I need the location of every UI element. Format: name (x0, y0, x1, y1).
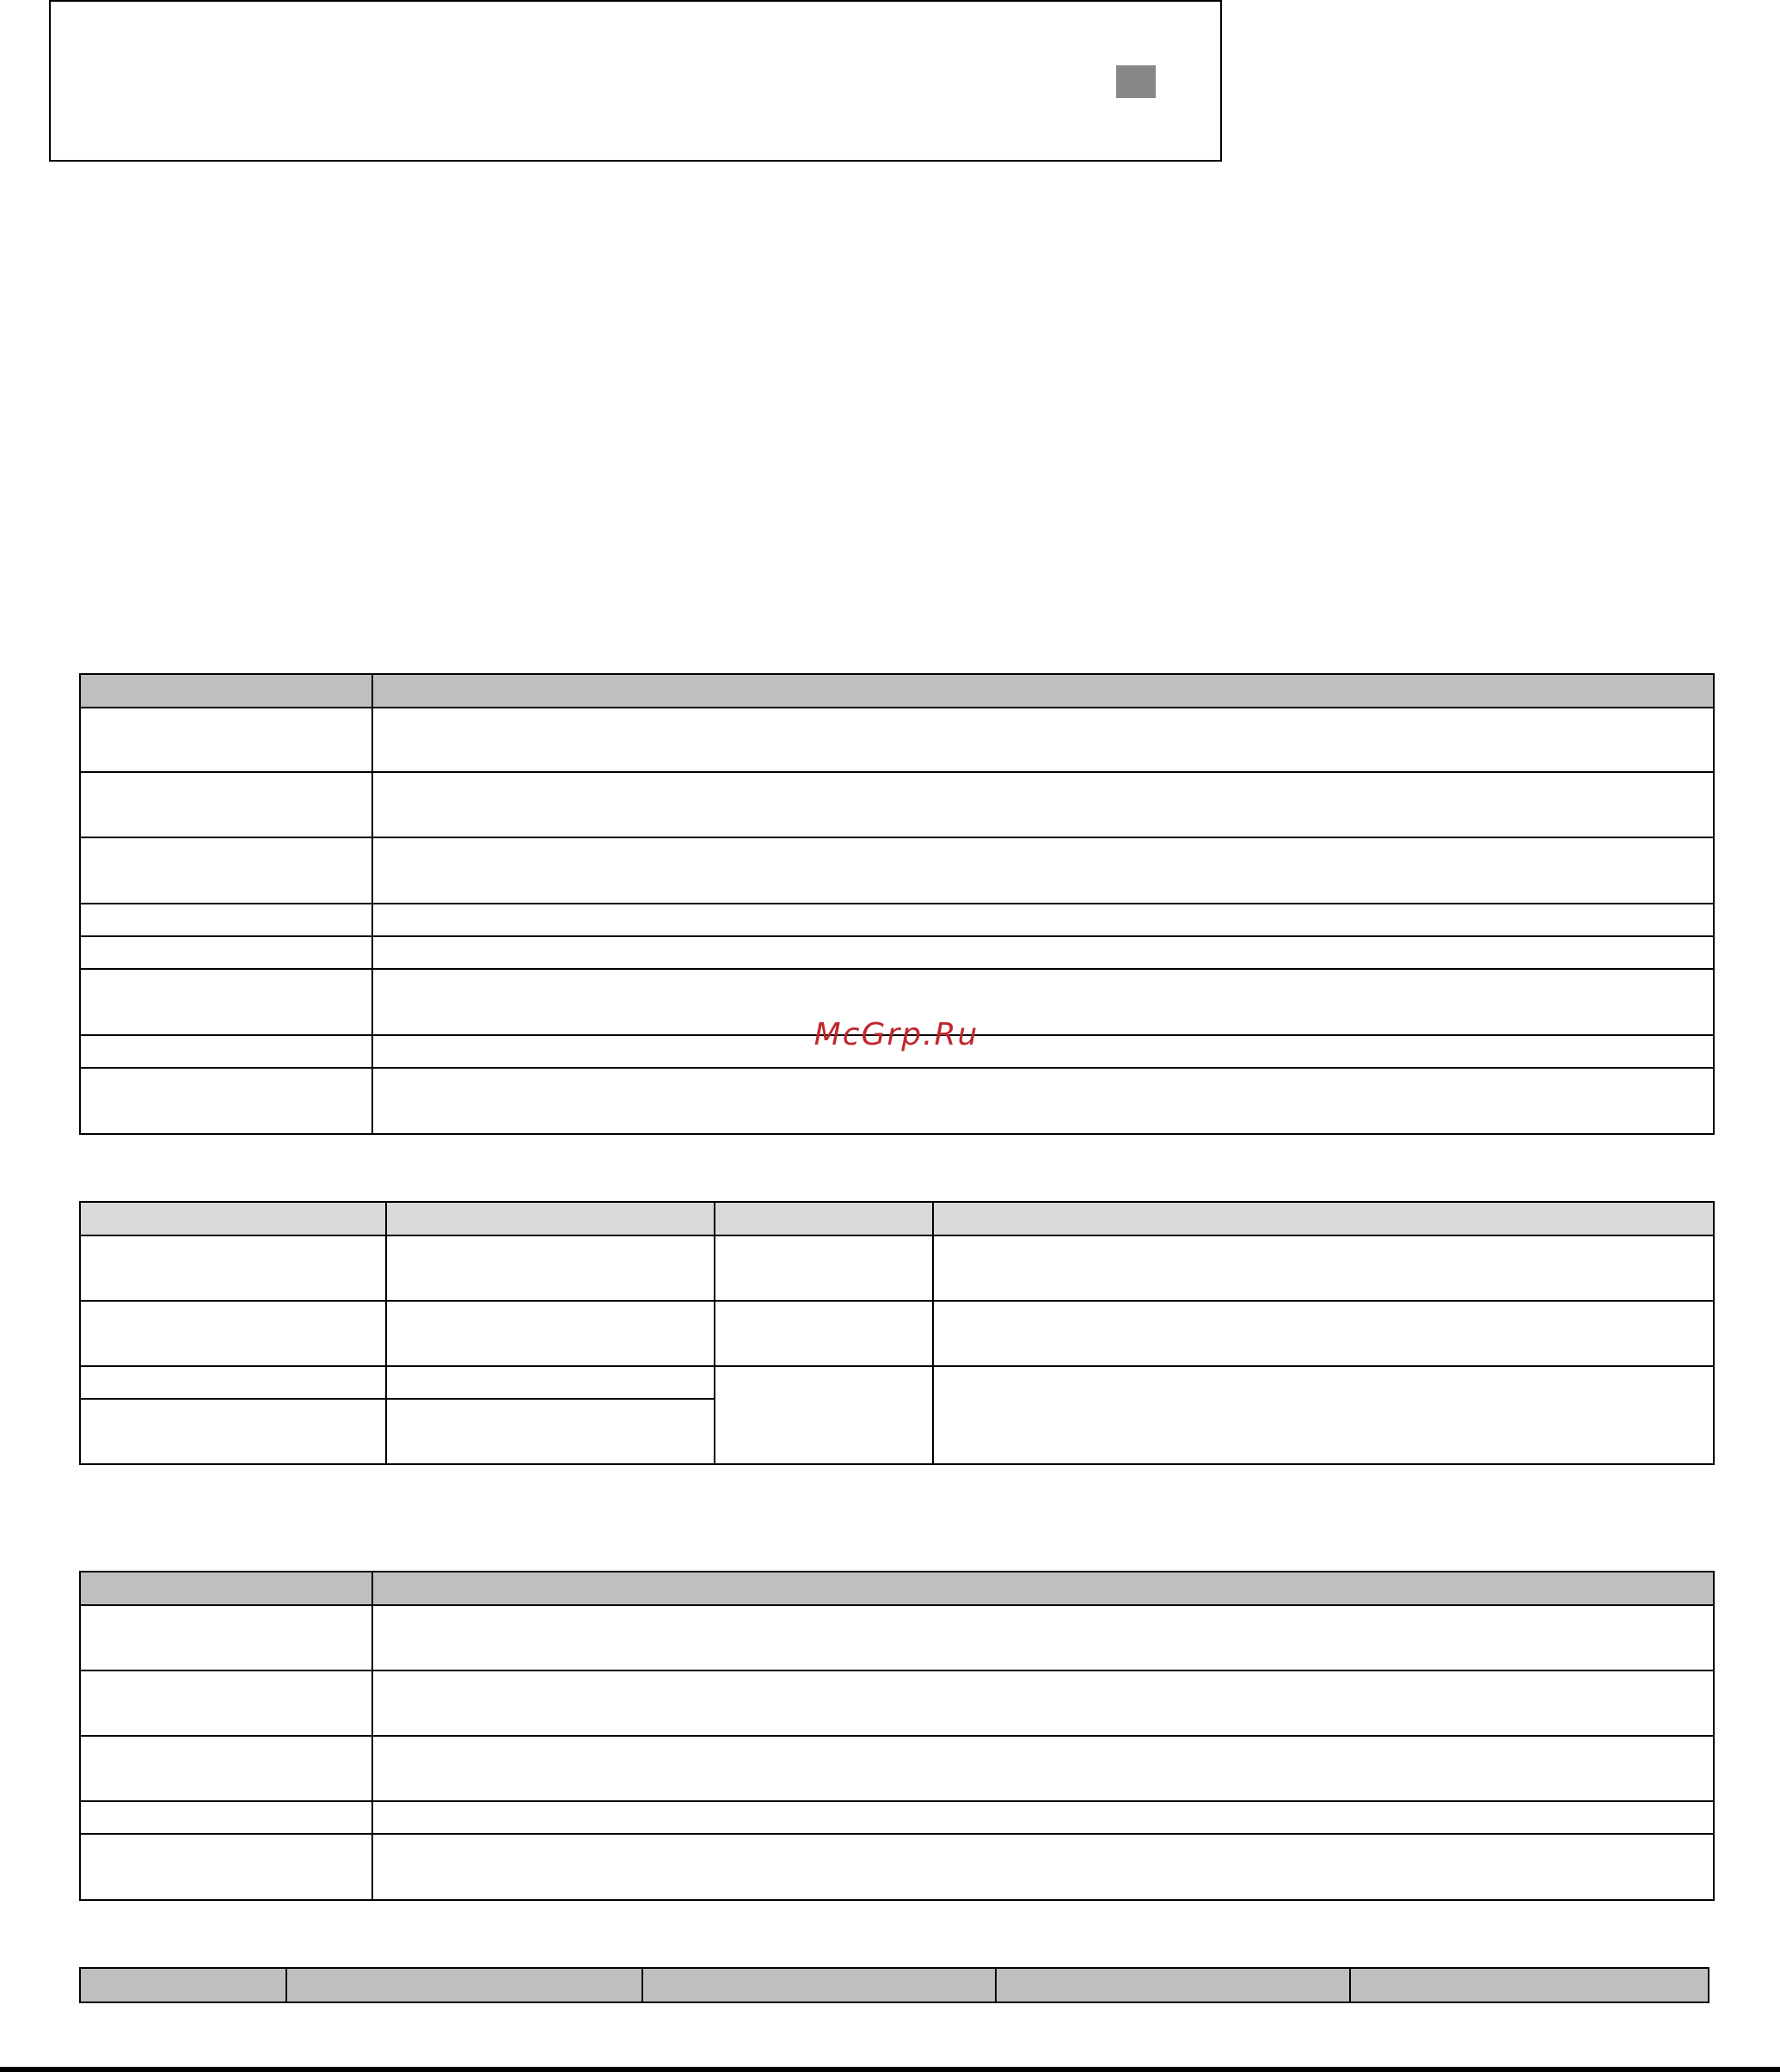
table-cell (80, 1801, 372, 1834)
table-cell-merged (715, 1366, 933, 1464)
table-cell (80, 1670, 372, 1736)
header-cell (933, 1202, 1714, 1235)
table-row (80, 1670, 1714, 1736)
table-cell (80, 1068, 372, 1134)
table-cell (372, 1670, 1714, 1736)
watermark-text: McGrp.Ru (813, 1017, 979, 1052)
table-cell (372, 936, 1714, 969)
table-cell (80, 772, 372, 837)
table-cell (80, 837, 372, 904)
table-header-row (80, 1572, 1714, 1605)
table-cell (386, 1366, 715, 1399)
table-header-row (80, 674, 1714, 708)
header-cell (80, 674, 372, 708)
table-4 (79, 1967, 1709, 2003)
table-cell (933, 1301, 1714, 1366)
table-row (80, 1301, 1714, 1366)
table-cell (80, 1235, 386, 1301)
table-cell (80, 1736, 372, 1801)
table-cell (80, 1399, 386, 1464)
header-cell (286, 1968, 642, 2002)
table-cell (933, 1235, 1714, 1301)
table-cell (372, 1605, 1714, 1670)
header-cell (715, 1202, 933, 1235)
table-3 (79, 1571, 1715, 1901)
table-row (80, 1235, 1714, 1301)
header-cell (1350, 1968, 1709, 2002)
table-cell (372, 1834, 1714, 1900)
table-row (80, 1605, 1714, 1670)
table-cell (372, 1736, 1714, 1801)
table-cell (80, 1301, 386, 1366)
table-cell (372, 708, 1714, 772)
header-cell (372, 674, 1714, 708)
header-cell (372, 1572, 1714, 1605)
bottom-rule (0, 2067, 1780, 2072)
header-cell (80, 1572, 372, 1605)
table-cell (386, 1399, 715, 1464)
header-cell (80, 1968, 286, 2002)
table-row (80, 772, 1714, 837)
table-cell (715, 1301, 933, 1366)
table-cell (80, 1834, 372, 1900)
table-cell (80, 904, 372, 936)
table-cell (715, 1235, 933, 1301)
header-cell (386, 1202, 715, 1235)
table-cell (80, 936, 372, 969)
table-1 (79, 673, 1715, 1135)
header-cell (80, 1202, 386, 1235)
table-cell (372, 772, 1714, 837)
gray-marker-box (1116, 65, 1156, 98)
table-row (80, 708, 1714, 772)
table-2 (79, 1201, 1715, 1465)
table-row (80, 1801, 1714, 1834)
table-cell (372, 1068, 1714, 1134)
table-row (80, 936, 1714, 969)
table-cell (372, 837, 1714, 904)
header-cell (642, 1968, 996, 2002)
table-row (80, 837, 1714, 904)
table-cell (372, 904, 1714, 936)
table-cell (386, 1301, 715, 1366)
table-cell-merged (933, 1366, 1714, 1464)
table-header-row (80, 1202, 1714, 1235)
table-cell (80, 708, 372, 772)
table-row (80, 1834, 1714, 1900)
table-cell (80, 1605, 372, 1670)
header-cell (996, 1968, 1350, 2002)
table-header-row (80, 1968, 1709, 2002)
table-row (80, 1068, 1714, 1134)
header-frame (49, 0, 1222, 162)
table-cell (386, 1235, 715, 1301)
table-cell (80, 1366, 386, 1399)
table-cell (372, 1801, 1714, 1834)
table-row (80, 1366, 1714, 1399)
table-row (80, 904, 1714, 936)
table-row (80, 1736, 1714, 1801)
